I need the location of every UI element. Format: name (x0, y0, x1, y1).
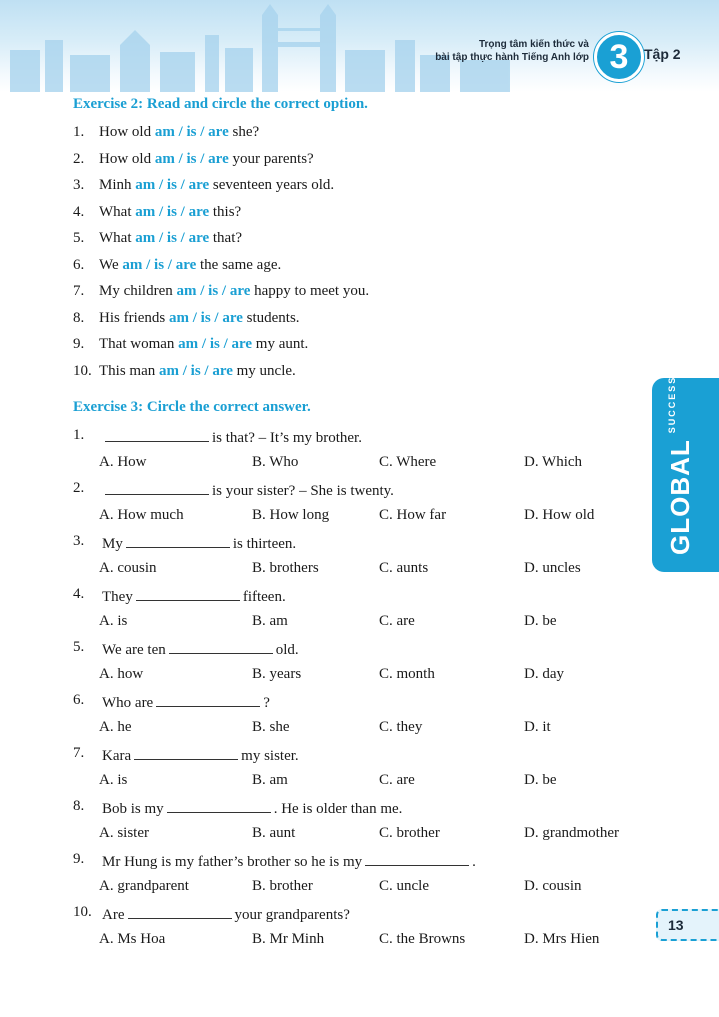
question-text-after: . He is older than me. (273, 801, 403, 817)
page-header (0, 0, 719, 92)
answer-choice-c[interactable]: C. uncle (379, 877, 429, 894)
question-number: 6. (73, 692, 85, 708)
answer-choice-d[interactable]: D. cousin (524, 877, 582, 894)
answer-choice-c[interactable]: C. How far (379, 506, 447, 523)
answer-blank[interactable] (105, 427, 209, 442)
item-text-after: the same age. (200, 256, 282, 273)
answer-blank[interactable] (128, 904, 232, 919)
answer-choice-a[interactable]: A. he (99, 718, 132, 735)
question-text (102, 745, 299, 765)
series-title-line2: bài tập thực hành Tiếng Anh lớp (435, 52, 589, 63)
item-text-before: That woman (99, 336, 175, 352)
answer-choice-b[interactable]: B. brother (252, 877, 313, 894)
question-text-before: Are (102, 907, 125, 923)
question-text-after: old. (275, 642, 299, 658)
item-text-after: that? (212, 230, 243, 246)
item-text-after: my aunt. (255, 336, 309, 352)
answer-choice-c[interactable]: C. Where (379, 453, 437, 470)
exercise2-item (99, 310, 300, 327)
answer-choice-d[interactable]: D. it (524, 718, 551, 735)
answer-choice-c[interactable]: C. brother (379, 824, 440, 841)
answer-choice-b[interactable]: B. How long (252, 506, 330, 523)
answer-choice-d[interactable]: D. day (524, 665, 564, 682)
answer-choice-d[interactable]: D. grandmother (524, 824, 619, 841)
item-text-after: my uncle. (236, 362, 296, 379)
item-number: 8. (73, 309, 85, 326)
question-number: 5. (73, 639, 85, 655)
answer-choice-a[interactable]: A. cousin (99, 559, 157, 576)
answer-choice-b[interactable]: B. am (252, 612, 288, 629)
question-number: 4. (73, 586, 85, 602)
option-choices[interactable]: am / is / are (135, 203, 210, 220)
item-number: 4. (73, 203, 85, 220)
item-text-before: His friends (99, 309, 166, 326)
answer-choice-b[interactable]: B. aunt (252, 824, 296, 841)
question-text-before: My (102, 536, 123, 552)
question-text-before: We are ten (102, 642, 166, 658)
question-text-after: is your sister? – She is twenty. (212, 483, 394, 499)
item-text-before: What (99, 230, 132, 246)
exercise2-item (99, 363, 296, 380)
answer-choice-d[interactable]: D. How old (524, 506, 595, 523)
answer-choice-a[interactable]: A. sister (99, 824, 149, 841)
item-text-before: Minh (99, 177, 132, 193)
item-number: 10. (73, 362, 92, 379)
option-choices[interactable]: am / is / are (154, 124, 229, 140)
item-text-after: seventeen years old. (212, 177, 335, 193)
question-number: 10. (73, 904, 92, 920)
answer-choice-d[interactable]: D. uncles (524, 559, 581, 576)
option-choices[interactable]: am / is / are (154, 150, 229, 167)
item-text-after: your parents? (232, 150, 314, 167)
exercise2-item (99, 257, 281, 274)
exercise2-item (99, 230, 242, 247)
question-text-after: is thirteen. (232, 536, 297, 552)
question-text (102, 692, 270, 712)
item-number: 9. (73, 336, 85, 352)
answer-choice-d[interactable]: D. Which (524, 453, 583, 470)
global-success-logo (665, 376, 696, 555)
item-number: 5. (73, 230, 85, 246)
question-number: 7. (73, 745, 85, 761)
answer-choice-c[interactable]: C. they (379, 718, 423, 735)
item-number: 6. (73, 256, 85, 273)
question-text (102, 586, 286, 606)
question-text-before: Bob is my (102, 801, 164, 817)
item-text-before: What (99, 203, 132, 220)
answer-choice-a[interactable]: A. is (99, 612, 128, 629)
exercise3-title: Exercise 3: Circle the correct answer. (73, 399, 311, 415)
question-text-after: my sister. (241, 748, 299, 764)
exercise2-item (99, 124, 259, 141)
item-text-after: happy to meet you. (254, 283, 370, 299)
question-number: 1. (73, 427, 85, 443)
answer-blank[interactable] (169, 639, 273, 654)
question-number: 2. (73, 480, 85, 496)
option-choices[interactable]: am / is / are (135, 230, 210, 246)
item-text-after: she? (232, 124, 260, 140)
answer-choice-b[interactable]: B. Who (252, 453, 299, 470)
answer-choice-a[interactable]: A. How much (99, 506, 184, 523)
option-choices[interactable]: am / is / are (135, 177, 210, 193)
item-text-before: How old (99, 150, 152, 167)
question-text-before: Kara (102, 748, 132, 764)
answer-blank[interactable] (167, 798, 271, 813)
answer-choice-b[interactable]: B. years (252, 665, 302, 682)
answer-blank[interactable] (105, 480, 209, 495)
logo-small-text: SUCCESS (667, 375, 677, 434)
answer-blank[interactable] (365, 851, 469, 866)
item-text-after: this? (212, 203, 242, 220)
question-number: 8. (73, 798, 85, 814)
answer-choice-d[interactable]: D. be (524, 612, 557, 629)
question-text-after: fifteen. (242, 589, 286, 605)
answer-choice-a[interactable]: A. how (99, 665, 144, 682)
exercise2-item (99, 283, 369, 300)
item-number: 2. (73, 150, 85, 167)
answer-blank[interactable] (156, 692, 260, 707)
question-text (102, 427, 362, 447)
answer-choice-b[interactable]: B. am (252, 771, 288, 788)
question-text (102, 639, 299, 659)
exercise2-title: Exercise 2: Read and circle the correct option. (73, 96, 368, 112)
item-text-before: We (99, 256, 119, 273)
answer-choice-a[interactable]: A. is (99, 771, 128, 788)
answer-choice-b[interactable]: B. Mr Minh (252, 930, 325, 947)
series-title (435, 38, 589, 64)
question-text (102, 533, 296, 553)
item-text-before: How old (99, 124, 152, 140)
answer-blank[interactable] (126, 533, 230, 548)
question-text-after: your grandparents? (234, 907, 350, 923)
option-choices[interactable]: am / is / are (122, 256, 197, 273)
answer-blank[interactable] (136, 586, 240, 601)
volume-label: Tập 2 (644, 46, 681, 62)
item-text-before: This man (99, 362, 156, 379)
question-text-before: They (102, 589, 133, 605)
option-choices[interactable]: am / is / are (169, 309, 243, 326)
answer-choice-a[interactable]: A. How (99, 453, 147, 470)
answer-choice-c[interactable]: C. are (379, 771, 415, 788)
question-number: 3. (73, 533, 85, 549)
answer-choice-c[interactable]: C. the Browns (379, 930, 466, 947)
item-number: 1. (73, 124, 85, 140)
option-choices[interactable]: am / is / are (176, 283, 251, 299)
answer-choice-b[interactable]: B. brothers (252, 559, 319, 576)
item-number: 3. (73, 177, 85, 193)
answer-choice-c[interactable]: C. are (379, 612, 415, 629)
answer-choice-c[interactable]: C. aunts (379, 559, 429, 576)
question-text (102, 851, 476, 871)
grade-badge: 3 (594, 32, 644, 82)
answer-blank[interactable] (134, 745, 238, 760)
answer-choice-a[interactable]: A. grandparent (99, 877, 189, 894)
option-choices[interactable]: am / is / are (159, 362, 233, 379)
series-title-line1: Trọng tâm kiến thức và (478, 39, 589, 50)
question-text (102, 798, 402, 818)
question-text (102, 904, 350, 924)
exercise2-item (99, 336, 308, 353)
item-text-before: My children (99, 283, 173, 299)
exercise2-item (99, 177, 334, 194)
question-text-after: ? (263, 695, 270, 711)
exercise2-item (99, 204, 241, 221)
answer-choice-c[interactable]: C. month (379, 665, 435, 682)
question-number: 9. (73, 851, 85, 867)
page-number: 13 (656, 909, 719, 941)
question-text (102, 480, 394, 500)
question-text-after: is that? – It’s my brother. (212, 430, 362, 446)
answer-choice-b[interactable]: B. she (252, 718, 290, 735)
answer-choice-a[interactable]: A. Ms Hoa (99, 930, 166, 947)
item-number: 7. (73, 283, 85, 299)
exercise2-item (99, 151, 314, 168)
question-text-after: . (472, 854, 476, 870)
answer-choice-d[interactable]: D. be (524, 771, 557, 788)
item-text-after: students. (246, 309, 300, 326)
answer-choice-d[interactable]: D. Mrs Hien (524, 930, 600, 947)
logo-main-text: GLOBAL (665, 439, 695, 555)
question-text-before: Mr Hung is my father’s brother so he is my (102, 854, 363, 870)
question-text-before: Who are (102, 695, 154, 711)
option-choices[interactable]: am / is / are (178, 336, 253, 352)
